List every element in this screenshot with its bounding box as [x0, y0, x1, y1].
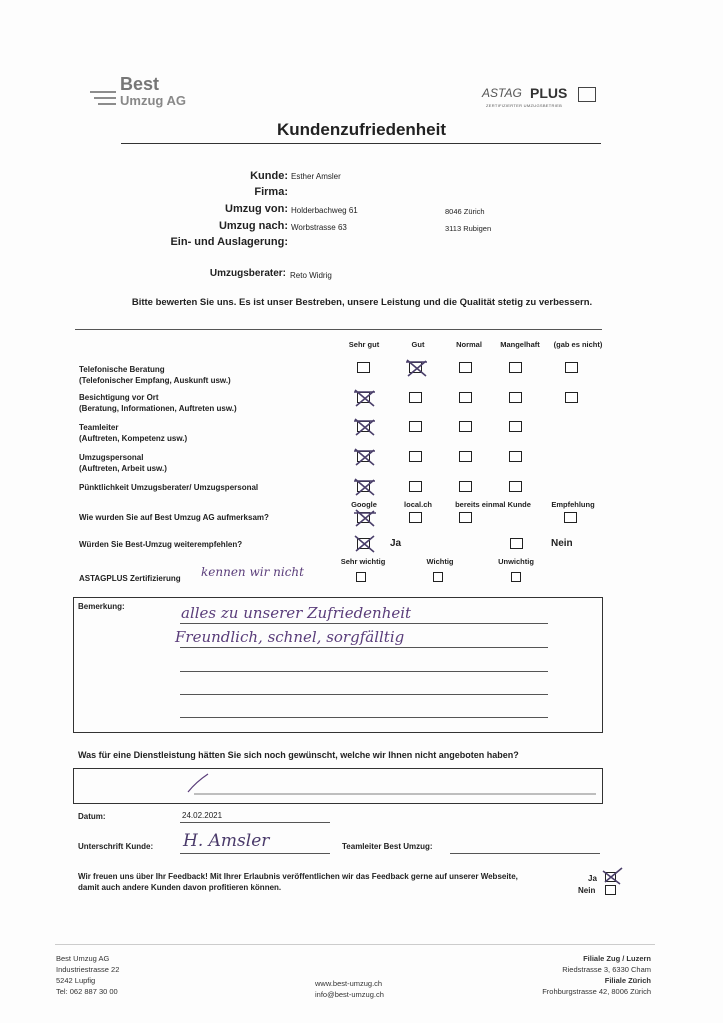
- row-puenktlichkeit: Pünktlichkeit Umzugsberater/ Umzugspersonal: [79, 483, 259, 492]
- aware-question: Wie wurden Sie auf Best Umzug AG aufmerksam?: [79, 513, 269, 522]
- intro-text: Bitte bewerten Sie uns. Es ist unser Bestreben, unsere Leistung und die Qualität stetig zu verbessern.: [131, 297, 593, 308]
- recommend-question: Würden Sie Best-Umzug weiterempfehlen?: [79, 540, 243, 549]
- footer-branches: Filiale Zug / Luzern Riedstrasse 3, 6330 Cham Filiale Zürich Frohburgstrasse 42, 8006 Zürich: [542, 954, 651, 996]
- page-title: Kundenzufriedenheit: [276, 120, 447, 139]
- publish-text: Wir freuen uns über Ihr Feedback! Mit Ihrer Erlaubnis veröffentlichen wir das Feedback gerne auf unserer Webseite, damit auch andere Kunden davon profitieren können.: [78, 872, 518, 892]
- row-teamleiter: Teamleiter (Auftreten, Kompetenz usw.): [79, 423, 188, 443]
- customer-name: Esther Amsler: [291, 172, 341, 181]
- recommend-yes-checkbox[interactable]: [357, 538, 370, 549]
- speed-lines-icon: [90, 88, 118, 108]
- rating-checkbox[interactable]: [357, 481, 370, 492]
- row-besichtigung: Besichtigung vor Ort (Beratung, Informationen, Auftreten usw.): [79, 393, 237, 413]
- remarks-rule-2: [180, 647, 548, 648]
- date-rule: [180, 822, 330, 823]
- footer-company: Best Umzug AG Industriestrasse 22 5242 Lupfig Tel: 062 887 30 00: [56, 954, 120, 996]
- intro-rule: [75, 329, 602, 330]
- rating-checkbox[interactable]: [459, 362, 472, 373]
- date-value: 24.02.2021: [182, 811, 223, 820]
- check-mark-icon: [354, 477, 376, 497]
- best-umzug-logo: Best Umzug AG: [90, 76, 200, 112]
- remarks-rule-3: [180, 671, 548, 672]
- remarks-box[interactable]: [73, 597, 603, 733]
- check-mark-icon: [354, 388, 376, 408]
- astag-wichtig-checkbox[interactable]: [433, 572, 443, 582]
- remarks-rule-4: [180, 694, 548, 695]
- wish-question: Was für eine Dienstleistung hätten Sie sich noch gewünscht, welche wir Ihnen nicht angeboten haben?: [78, 750, 519, 760]
- astag-unwichtig-checkbox[interactable]: [511, 572, 521, 582]
- remarks-rule-5: [180, 717, 548, 718]
- wish-box[interactable]: [73, 768, 603, 804]
- rating-checkbox[interactable]: [409, 421, 422, 432]
- astag-opt-sehr-wichtig: Sehr wichtig: [340, 557, 386, 566]
- aware-local-checkbox[interactable]: [409, 512, 422, 523]
- rating-checkbox[interactable]: [459, 451, 472, 462]
- rating-checkbox[interactable]: [459, 421, 472, 432]
- footer-rule: [55, 944, 655, 945]
- rating-checkbox[interactable]: [509, 392, 522, 403]
- row-telefonische-beratung: Telefonische Beratung (Telefonischer Empfang, Auskunft usw.): [79, 365, 231, 385]
- rating-checkbox[interactable]: [409, 362, 422, 373]
- remarks-line-1: alles zu unserer Zufriedenheit: [181, 604, 412, 622]
- remarks-label: Bemerkung:: [78, 602, 125, 611]
- col-normal: Normal: [456, 340, 482, 349]
- rating-checkbox[interactable]: [509, 451, 522, 462]
- rating-checkbox[interactable]: [565, 392, 578, 403]
- wish-dash-mark: [186, 772, 606, 798]
- publish-ja-checkbox[interactable]: [605, 872, 616, 882]
- rating-checkbox[interactable]: [357, 362, 370, 373]
- publish-nein-checkbox[interactable]: [605, 885, 616, 895]
- row-umzugspersonal: Umzugspersonal (Auftreten, Arbeit usw.): [79, 453, 167, 473]
- opt-bereits-kunde: bereits einmal Kunde: [455, 500, 531, 509]
- rating-checkbox[interactable]: [357, 392, 370, 403]
- team-signature-rule: [450, 853, 600, 854]
- aware-empfehlung-checkbox[interactable]: [564, 512, 577, 523]
- signature-rule: [180, 853, 330, 854]
- rating-checkbox[interactable]: [409, 451, 422, 462]
- rating-checkbox[interactable]: [459, 392, 472, 403]
- remarks-rule-1: [180, 623, 548, 624]
- team-signature-label: Teamleiter Best Umzug:: [342, 842, 433, 851]
- remarks-line-2: Freundlich, schnel, sorgfälltig: [175, 628, 405, 646]
- rating-checkbox[interactable]: [459, 481, 472, 492]
- check-mark-icon: [406, 358, 428, 378]
- astag-handwritten-note: kennen wir nicht: [201, 565, 304, 579]
- opt-local: local.ch: [404, 500, 432, 509]
- aware-bereits-checkbox[interactable]: [459, 512, 472, 523]
- signature-label: Unterschrift Kunde:: [78, 842, 154, 851]
- opt-empfehlung: Empfehlung: [551, 500, 595, 509]
- rating-checkbox[interactable]: [409, 481, 422, 492]
- title-rule: [121, 143, 601, 144]
- opt-google: Google: [351, 500, 377, 509]
- rating-checkbox[interactable]: [509, 481, 522, 492]
- col-gab-es-nicht: (gab es nicht): [553, 340, 603, 349]
- rating-checkbox[interactable]: [409, 392, 422, 403]
- date-label: Datum:: [78, 812, 106, 821]
- astag-opt-unwichtig: Unwichtig: [498, 557, 534, 566]
- footer-web[interactable]: www.best-umzug.ch info@best-umzug.ch: [315, 979, 384, 999]
- col-sehr-gut: Sehr gut: [348, 340, 380, 349]
- check-mark-icon: [354, 534, 376, 554]
- rating-checkbox[interactable]: [565, 362, 578, 373]
- check-mark-icon: [354, 417, 376, 437]
- col-gut: Gut: [411, 340, 425, 349]
- customer-signature: H. Amsler: [183, 831, 270, 851]
- rating-checkbox[interactable]: [509, 362, 522, 373]
- check-mark-icon: [354, 508, 376, 528]
- rating-checkbox[interactable]: [509, 421, 522, 432]
- rating-checkbox[interactable]: [357, 421, 370, 432]
- aware-google-checkbox[interactable]: [357, 512, 370, 523]
- rating-checkbox[interactable]: [357, 451, 370, 462]
- recommend-no-checkbox[interactable]: [510, 538, 523, 549]
- certificate-icon: [578, 87, 596, 102]
- check-mark-icon: [354, 447, 376, 467]
- astagplus-logo: ASTAG PLUS ZERTIFIZIERTER UMZUGSBETRIEB: [482, 86, 602, 116]
- astag-sehr-wichtig-checkbox[interactable]: [356, 572, 366, 582]
- astag-label: ASTAGPLUS Zertifizierung: [79, 574, 181, 583]
- col-mangelhaft: Mangelhaft: [500, 340, 540, 349]
- astag-opt-wichtig: Wichtig: [426, 557, 454, 566]
